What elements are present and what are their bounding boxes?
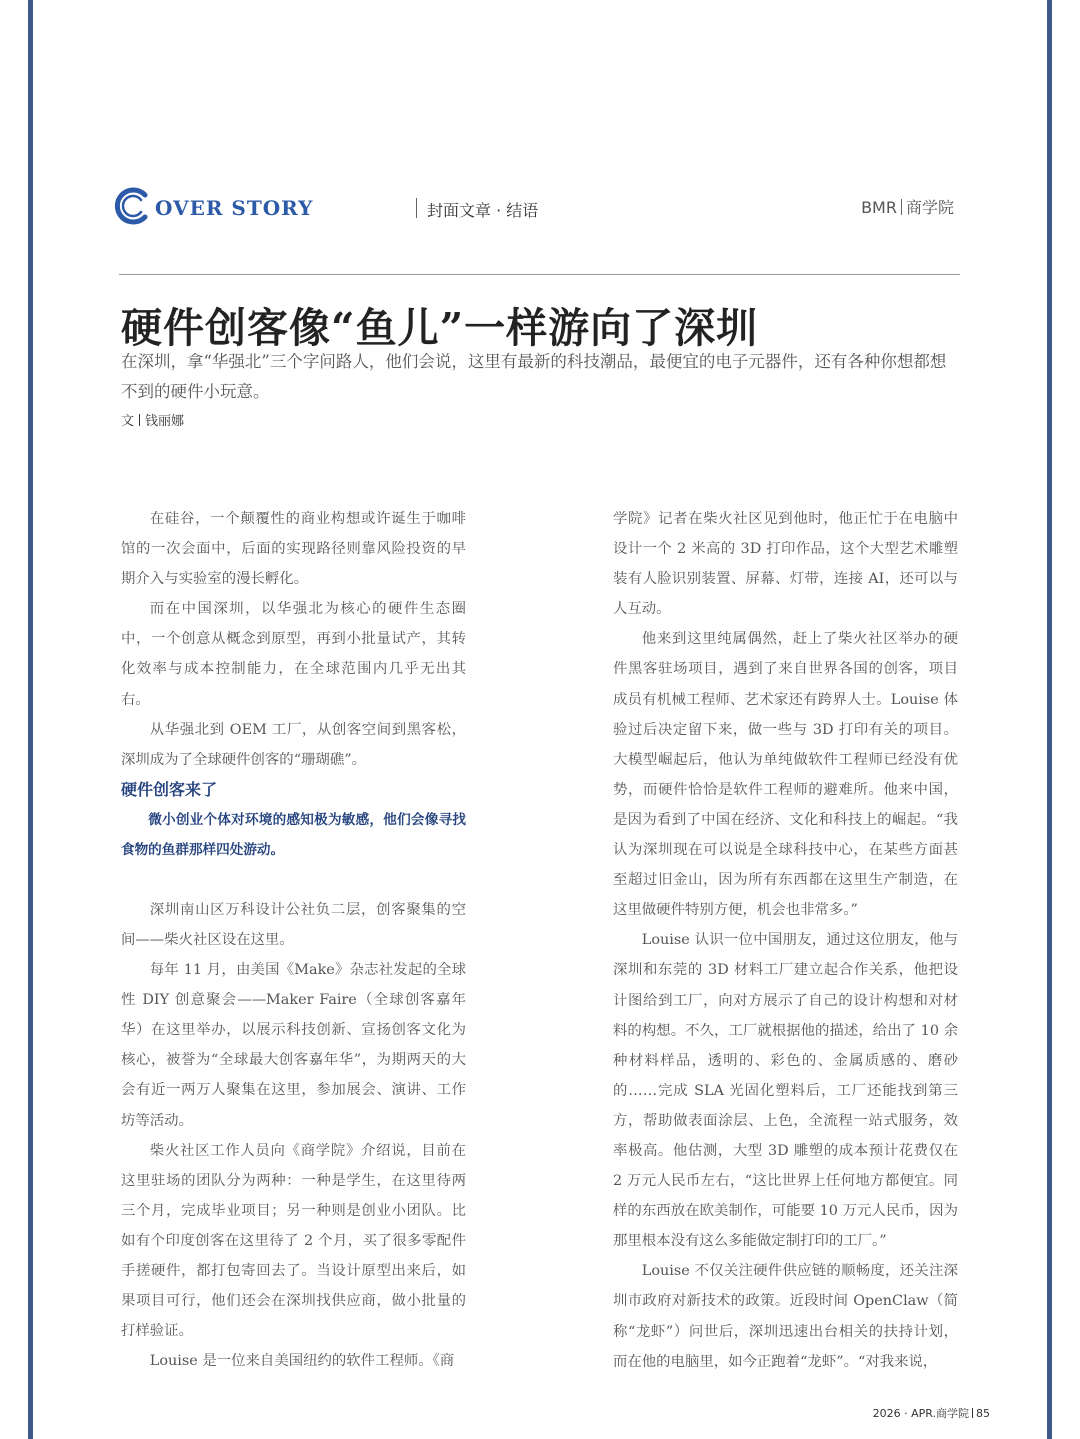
paragraph: 在硅谷，一个颠覆性的商业构想或许诞生于咖啡馆的一次会面中，后面的实现路径则靠风险投资的早期介入与实验室的漫长孵化。 [121,511,466,588]
paragraph: 每年 11 月，由美国《Make》杂志社发起的全球性 DIY 创意聚会——Maker Faire（全球创客嘉年华）在这里举办，以展示科技创新、宣扬创客文化为核心，被誉为“全球最大创客嘉年华”，为期两天的大会有近一两万人聚集在这里，参加展会、演讲、工作坊等活动。 [121,962,466,1129]
page-edge-right [1047,0,1052,1439]
cover-story-logo-text: OVER STORY [155,196,314,220]
brand-separator [901,199,902,215]
cover-story-c-logo-icon [112,186,152,226]
page-number: 85 [976,1407,990,1420]
page-header [112,186,962,230]
article-title: 硬件创客像“鱼儿”一样游向了深圳 [121,304,759,352]
paragraph: Louise 认识一位中国朋友，通过这位朋友，他与深圳和东莞的 3D 材料工厂建立起合作关系，他把设计图给到工厂，向对方展示了自己的设计构想和对材料的构想。不久，工厂就根据他的描述，给出了 10 余种材料样品，透明的、彩色的、金属质感的、磨砂的……完成 SLA 光固化塑料后，工厂还能找到第三方，帮助做表面涂层、上色，全流程一站式服务，效率极高。他估测，大型 3D 雕塑的成本预计花费仅在 2 万元人民币左右，“这比世界上任何地方都便宜。同样的东西放在欧美制作，可能要 10 万元人民币，因为那里根本没有这么多能做定制打印的工厂。” [613,932,958,1250]
article-lead: 在深圳，拿“华强北”三个字问路人，他们会说，这里有最新的科技潮品，最便宜的电子元器件，还有各种你想都想不到的硬件小玩意。 [121,352,947,401]
footer-issue: 2026 · APR.商学院 [872,1407,969,1420]
paragraph: 而在中国深圳，以华强北为核心的硬件生态圈中，一个创意从概念到原型，再到小批量试产，其转化效率与成本控制能力，在全球范围内几乎无出其右。 [121,601,466,708]
right-column [613,504,958,1377]
paragraph: 学院》记者在柴火社区见到他时，他正忙于在电脑中设计一个 2 米高的 3D 打印作品，这个大型艺术雕塑装有人脸识别装置、屏幕、灯带，连接 AI，还可以与人互动。 [613,511,958,618]
byline-separator [139,414,140,426]
byline [121,410,184,429]
byline-prefix: 文 [121,414,135,429]
header-rule [119,274,960,275]
paragraph: Louise 是一位来自美国纽约的软件工程师。《商 [149,1353,455,1370]
byline-author: 钱丽娜 [145,414,185,429]
left-column [121,504,466,1376]
footer-separator [972,1408,973,1418]
page-edge-left [28,0,33,1439]
pull-quote: 微小创业个体对环境的感知极为敏感，他们会像寻找食物的鱼群那样四处游动。 [121,811,466,858]
page-footer [873,1405,990,1421]
paragraph: 从华强北到 OEM 工厂，从创客空间到黑客松，深圳成为了全球硬件创客的“珊瑚礁”。 [121,721,466,768]
paragraph: 柴火社区工作人员向《商学院》介绍说，目前在这里驻场的团队分为两种：一种是学生，在这里待两三个月，完成毕业项目；另一种则是创业小团队。比如有个印度创客在这里待了 2 个月，买了很多零配件手搓硬件，都打包寄回去了。当设计原型出来后，如果项目可行，他们还会在深圳找供应商，做小批量的打样验证。 [121,1142,466,1340]
section-subhead: 硬件创客来了 [121,779,218,799]
brand-left: BMR [861,198,897,217]
paragraph: 他来到这里纯属偶然，赶上了柴火社区举办的硬件黑客驻场项目，遇到了来自世界各国的创客，项目成员有机械工程师、艺术家还有跨界人士。Louise 体验过后决定留下来，做一些与 3D 打印有关的项目。大模型崛起后，他认为单纯做软件工程师已经没有优势，而硬件恰恰是软件工程师的避难所。他来中国，是因为看到了中国在经济、文化和科技上的崛起。“我认为深圳现在可以说是全球科技中心，在某些方面甚至超过旧金山，因为所有东西都在这里生产制造，在这里做硬件特别方便，机会也非常多。” [613,631,958,919]
brand-mark [861,195,954,218]
section-label: 封面文章 · 结语 [427,201,539,220]
paragraph: Louise 不仅关注硬件供应链的顺畅度，还关注深圳市政府对新技术的政策。近段时间 OpenClaw（简称“龙虾”）问世后，深圳迅速出台相关的扶持计划，而在他的电脑里，如今正跑着“龙虾”。“对我来说， [613,1263,958,1370]
header-separator [416,198,417,218]
brand-right: 商学院 [905,198,954,217]
paragraph: 深圳南山区万科设计公社负二层，创客聚集的空间——柴火社区设在这里。 [121,901,466,948]
